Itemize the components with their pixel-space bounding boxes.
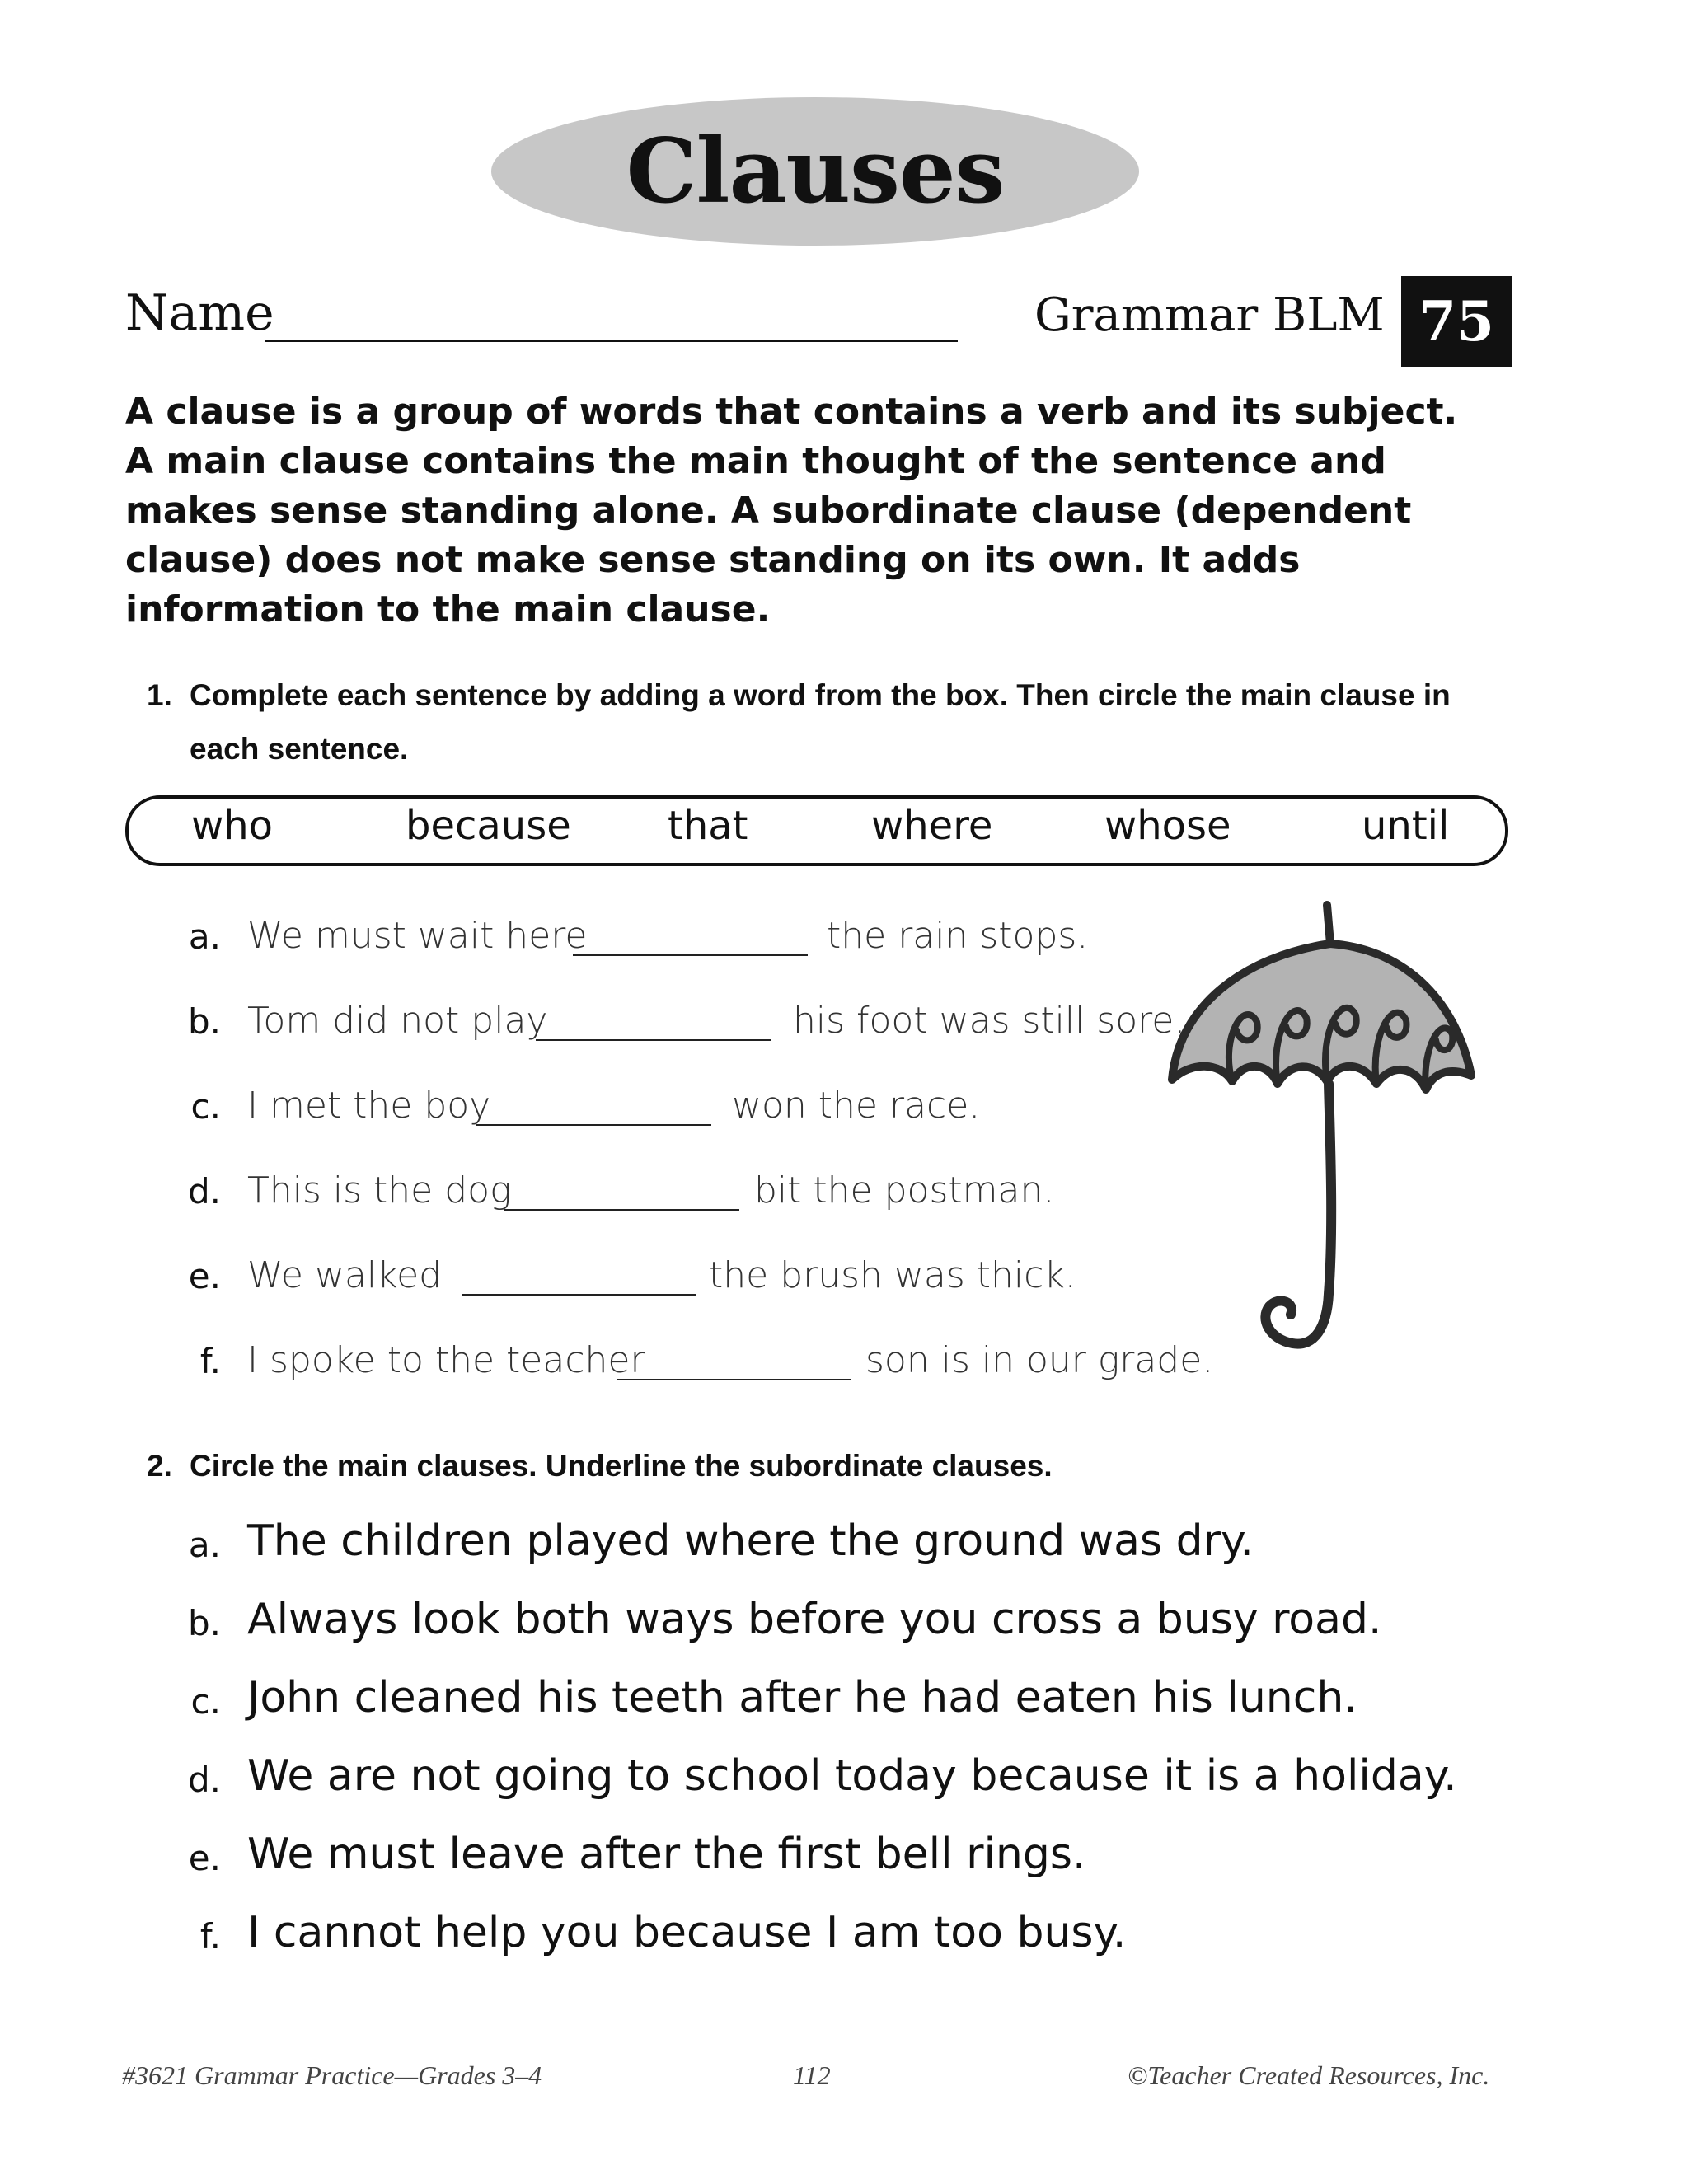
item-letter: b.	[188, 1603, 222, 1643]
item-letter: c.	[190, 1086, 221, 1127]
footer-copyright: ©Teacher Created Resources, Inc.	[1128, 2060, 1490, 2090]
sentence-end: bit the postman.	[754, 1169, 1055, 1212]
sentence-end: won the race.	[732, 1085, 981, 1127]
answer-blank[interactable]	[462, 1294, 696, 1296]
word-box-word: who	[191, 803, 274, 849]
sentence-start: I spoke to the teacher	[247, 1339, 645, 1381]
word-box	[125, 795, 1508, 866]
question1-instruction-line: Complete each sentence by adding a word from the box. Then circle the main clause in	[190, 678, 1451, 712]
sentence-start: I met the boy	[247, 1085, 491, 1127]
exercise-sentence: John cleaned his teeth after he had eaten his lunch.	[247, 1673, 1357, 1722]
intro-line: clause) does not make sense standing on its own. It adds	[125, 539, 1301, 581]
sentence-end: his foot was still sore.	[793, 1000, 1186, 1042]
sentence-start: We walked	[247, 1254, 443, 1296]
sentence-end: son is in our grade.	[865, 1339, 1214, 1381]
exercise-sentence: I cannot help you because I am too busy.	[247, 1908, 1127, 1957]
answer-blank[interactable]	[573, 954, 808, 956]
item-letter: c.	[190, 1681, 221, 1722]
question1-instruction-line: each sentence.	[190, 732, 409, 766]
question2-instruction: Circle the main clauses. Underline the subordinate clauses.	[190, 1449, 1053, 1483]
intro-paragraph	[125, 387, 1526, 635]
umbrella-icon	[1154, 898, 1484, 1368]
exercise-sentence: Always look both ways before you cross a busy road.	[247, 1595, 1382, 1644]
item-letter: a.	[188, 1525, 221, 1565]
intro-line: makes sense standing alone. A subordinate clause (dependent	[125, 490, 1412, 532]
exercise-sentence: We must leave after the first bell rings.	[247, 1830, 1086, 1879]
exercise-sentence: We are not going to school today because it is a holiday.	[247, 1751, 1457, 1801]
page-title: Clauses	[626, 120, 1005, 223]
blm-label: Grammar BLM	[1034, 288, 1385, 342]
answer-blank[interactable]	[617, 1379, 851, 1380]
footer-book-title: #3621 Grammar Practice—Grades 3–4	[122, 2060, 542, 2090]
question1-number: 1.	[147, 678, 172, 712]
intro-line: A main clause contains the main thought of the sentence and	[125, 440, 1386, 482]
word-box-word: whose	[1104, 803, 1231, 849]
exercise-sentence: The children played where the ground was dry.	[247, 1516, 1254, 1566]
word-box-word: because	[406, 803, 571, 849]
item-letter: e.	[188, 1838, 221, 1878]
name-field-line[interactable]	[265, 340, 958, 342]
blm-number-badge: 75	[1401, 276, 1512, 367]
item-letter: f.	[199, 1916, 221, 1957]
word-box-word: where	[871, 803, 993, 849]
answer-blank[interactable]	[504, 1209, 739, 1211]
answer-blank[interactable]	[536, 1039, 771, 1041]
sentence-start: We must wait here	[247, 915, 588, 957]
word-box-word: that	[668, 803, 748, 849]
sentence-end: the rain stops.	[827, 915, 1089, 957]
item-letter: f.	[199, 1341, 221, 1381]
question2-number: 2.	[147, 1449, 172, 1483]
intro-line: A clause is a group of words that contains a verb and its subject.	[125, 391, 1458, 433]
sentence-end: the brush was thick.	[709, 1254, 1076, 1296]
item-letter: d.	[188, 1760, 222, 1800]
sentence-start: This is the dog	[247, 1169, 512, 1212]
item-letter: e.	[188, 1256, 221, 1296]
name-label: Name	[125, 284, 274, 342]
answer-blank[interactable]	[476, 1124, 711, 1126]
word-box-word: until	[1362, 803, 1450, 849]
item-letter: a.	[188, 916, 221, 957]
item-letter: b.	[188, 1001, 222, 1042]
footer-page-number: 112	[793, 2060, 831, 2090]
intro-line: information to the main clause.	[125, 588, 771, 630]
sentence-start: Tom did not play	[247, 1000, 548, 1042]
item-letter: d.	[188, 1171, 222, 1212]
